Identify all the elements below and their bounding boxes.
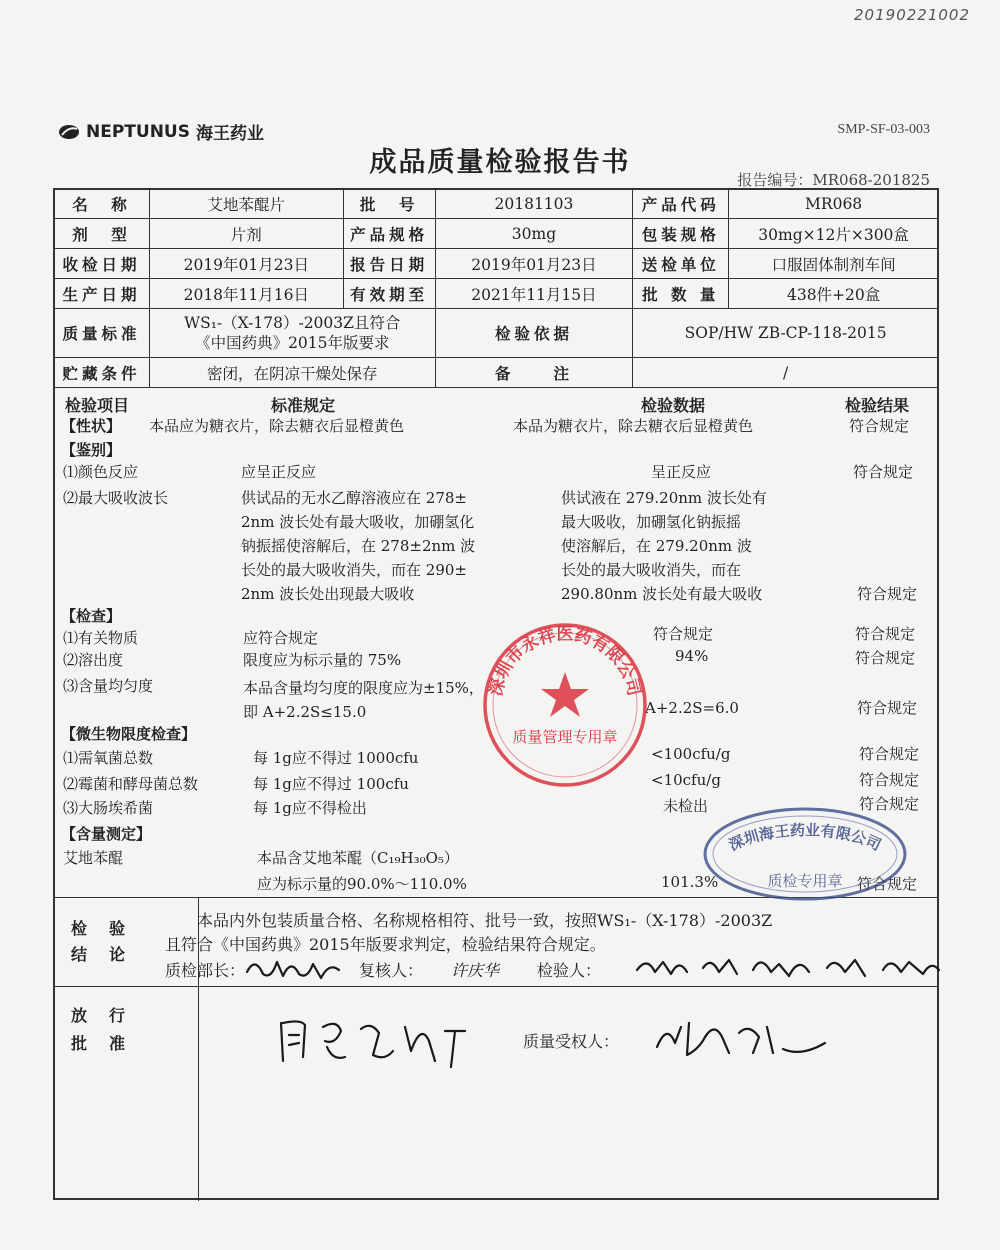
uv-standard-line-3: 钠振摇使溶解后，在 278±2nm 波 [241, 537, 476, 555]
appearance-section-label: 【性状】 [61, 417, 122, 435]
color-reaction-data: 呈正反应 [651, 463, 712, 481]
uv-standard-line-4: 长处的最大吸收消失，而在 290± [241, 561, 467, 579]
standard-value-line-2: 《中国药典》2015年版要求 [195, 334, 390, 352]
aerobic-count-data: <100cfu/g [651, 745, 731, 763]
assay-standard-line-1: 本品含艾地苯醌（C₁₉H₃₀O₅） [257, 849, 459, 867]
ecoli-item: ⑶大肠埃希菌 [63, 799, 154, 817]
related-substances-item: ⑴有关物质 [63, 629, 139, 647]
assay-data: 101.3% [661, 873, 719, 891]
dissolution-data: 94% [675, 647, 709, 665]
reviewer-signature: 许庆华 [451, 961, 500, 980]
header-table [53, 188, 939, 388]
inspector-signatures [633, 950, 943, 984]
check-section-label: 【检查】 [61, 607, 122, 625]
col-item-header: 检验项目 [65, 396, 130, 415]
expiry-label: 有效期至 [343, 279, 435, 309]
red-seal-inner-text: 质量管理专用章 [512, 728, 618, 746]
mold-yeast-standard: 每 1g应不得过 100cfu [253, 775, 409, 793]
dissolution-item: ⑵溶出度 [63, 651, 124, 669]
conclusion-text-line-1: 本品内外包装质量合格、名称规格相符、批号一致，按照WS₁-（X-178）-2003Z [197, 911, 773, 930]
assay-result: 符合规定 [857, 875, 918, 893]
basis-value: SOP/HW ZB-CP-118-2015 [633, 309, 939, 358]
release-label-1: 放行 [71, 1006, 148, 1025]
standard-value [149, 309, 435, 358]
blue-inspection-seal [700, 804, 910, 904]
red-company-seal [480, 620, 650, 790]
mold-yeast-data: <10cfu/g [651, 771, 721, 789]
document-code: SMP-SF-03-003 [837, 122, 930, 137]
aerobic-count-result: 符合规定 [859, 745, 920, 763]
related-substances-standard: 应符合规定 [243, 629, 319, 647]
content-uniformity-item: ⑶含量均匀度 [63, 677, 154, 695]
form-value: 片剂 [149, 219, 343, 249]
content-uniformity-standard-line-2: 即 A+2.2S≤15.0 [243, 703, 367, 721]
uv-data-line-4: 长处的最大吸收消失，而在 [561, 561, 742, 579]
form-label: 剂 型 [54, 219, 150, 249]
report-number: 报告编号：MR068-201825 [737, 171, 930, 189]
qc-head-signature [243, 950, 343, 984]
color-reaction-standard: 应呈正反应 [241, 463, 317, 481]
uv-data-line-3: 使溶解后，在 279.20nm 波 [561, 537, 752, 555]
uv-standard-line-1: 供试品的无水乙醇溶液应在 278± [241, 489, 467, 507]
remark-value: / [633, 358, 939, 388]
appearance-result: 符合规定 [849, 417, 910, 435]
page-title: 成品质量检验报告书 [369, 147, 631, 178]
code-value: MR068 [729, 189, 939, 219]
handwritten-serial: 20190221002 [854, 6, 970, 24]
uv-result: 符合规定 [857, 585, 918, 603]
content-uniformity-data: A+2.2S=6.0 [645, 699, 739, 717]
blue-seal-inner-text: 质检专用章 [767, 872, 843, 890]
storage-value: 密闭，在阴凉干燥处保存 [149, 358, 435, 388]
pack-label: 包装规格 [633, 219, 729, 249]
report-date-label: 报告日期 [343, 249, 435, 279]
assay-item: 艾地苯醌 [63, 849, 124, 867]
aerobic-count-item: ⑴需氧菌总数 [63, 749, 154, 767]
uv-standard-line-2: 2nm 波长处有最大吸收，加硼氢化 [241, 513, 475, 531]
blue-seal-company-name: 深圳海王药业有限公司 [726, 821, 884, 855]
unit-label: 送检单位 [633, 249, 729, 279]
qc-head-label: 质检部长： [165, 961, 246, 980]
ecoli-result: 符合规定 [859, 795, 920, 813]
conclusion-text-line-2: 且符合《中国药典》2015年版要求判定，检验结果符合规定。 [165, 935, 606, 954]
logo-name-cn: 海王药业 [195, 124, 264, 144]
appearance-data: 本品为糖衣片，除去糖衣后显橙黄色 [513, 417, 754, 435]
assay-standard-line-2: 应为标示量的90.0%～110.0% [257, 875, 467, 893]
release-label-2: 批准 [71, 1034, 148, 1053]
identification-section-label: 【鉴别】 [61, 441, 122, 459]
release-divider [198, 987, 199, 1201]
neptunus-logo-icon [58, 124, 80, 140]
mold-yeast-result: 符合规定 [859, 771, 920, 789]
uv-data-line-2: 最大吸收，加硼氢化钠振摇 [561, 513, 742, 531]
authorized-person-label: 质量受权人： [523, 1032, 620, 1051]
col-standard-header: 标准规定 [271, 396, 336, 415]
microbial-section-label: 【微生物限度检查】 [61, 725, 197, 743]
expiry-value: 2021年11月15日 [435, 279, 633, 309]
conclusion-section [53, 897, 939, 987]
basis-label: 检验依据 [435, 309, 633, 358]
content-uniformity-standard-line-1: 本品含量均匀度的限度应为±15%， [243, 679, 484, 697]
spec-value: 30mg [435, 219, 633, 249]
reviewer-label: 复核人： [359, 961, 424, 980]
recv-date-value: 2019年01月23日 [149, 249, 343, 279]
storage-label: 贮藏条件 [54, 358, 150, 388]
standard-value-line-1: WS₁-（X-178）-2003Z且符合 [184, 314, 401, 332]
name-label: 名 称 [54, 189, 150, 219]
uv-data-line-5: 290.80nm 波长处有最大吸收 [561, 585, 763, 603]
mold-yeast-item: ⑵霉菌和酵母菌总数 [63, 775, 199, 793]
blue-seal-outer-text [726, 821, 884, 854]
recv-date-label: 收检日期 [54, 249, 150, 279]
authorized-person-signature [649, 1013, 829, 1063]
red-seal-company-name: 深圳市永祥医药有限公司 [486, 624, 644, 698]
spec-label: 产品规格 [343, 219, 435, 249]
code-label: 产品代码 [633, 189, 729, 219]
batch-label: 批 号 [343, 189, 435, 219]
prod-date-label: 生产日期 [54, 279, 150, 309]
color-reaction-item: ⑴颜色反应 [63, 463, 139, 481]
quantity-label: 批 数 量 [633, 279, 729, 309]
logo-brand: NEPTUNUS [86, 121, 190, 142]
quantity-value: 438件+20盒 [729, 279, 939, 309]
assay-section-label: 【含量测定】 [61, 825, 152, 843]
inspector-label: 检验人： [537, 961, 602, 980]
uv-standard-line-5: 2nm 波长处出现最大吸收 [241, 585, 415, 603]
uv-data-line-1: 供试液在 279.20nm 波长处有 [561, 489, 767, 507]
content-uniformity-result: 符合规定 [857, 699, 918, 717]
col-result-header: 检验结果 [845, 396, 910, 415]
prod-date-value: 2018年11月16日 [149, 279, 343, 309]
dissolution-standard: 限度应为标示量的 75% [243, 651, 402, 669]
unit-value: 口服固体制剂车间 [729, 249, 939, 279]
name-value: 艾地苯醌片 [149, 189, 343, 219]
ecoli-standard: 每 1g应不得检出 [253, 799, 367, 817]
release-section [53, 986, 939, 1201]
color-reaction-result: 符合规定 [853, 463, 914, 481]
batch-value: 20181103 [435, 189, 633, 219]
ecoli-data: 未检出 [663, 797, 709, 815]
related-substances-result: 符合规定 [855, 625, 916, 643]
conclusion-label-1: 检验 [71, 919, 148, 938]
aerobic-count-standard: 每 1g应不得过 1000cfu [253, 749, 419, 767]
uv-max-item: ⑵最大吸收波长 [63, 489, 169, 507]
remark-label: 备 注 [435, 358, 633, 388]
appearance-standard: 本品应为糖衣片，除去糖衣后显橙黄色 [149, 417, 405, 435]
conclusion-label-2: 结论 [71, 945, 148, 964]
col-data-header: 检验数据 [641, 396, 706, 415]
report-date-value: 2019年01月23日 [435, 249, 633, 279]
dissolution-result: 符合规定 [855, 649, 916, 667]
standard-label: 质量标准 [54, 309, 150, 358]
pack-value: 30mg×12片×300盒 [729, 219, 939, 249]
release-approver-signature [275, 1011, 475, 1071]
related-substances-data: 符合规定 [653, 625, 714, 643]
